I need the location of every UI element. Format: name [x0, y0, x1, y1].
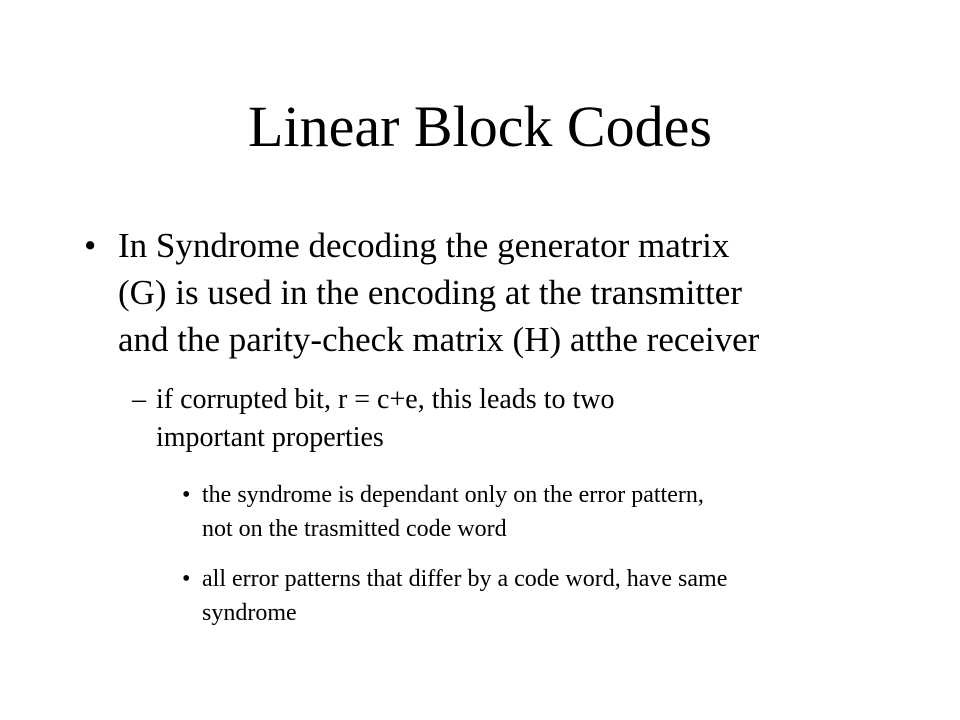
sub-sub-bullet-text-line: all error patterns that differ by a code word, have same: [202, 566, 728, 592]
bullet-text: [118, 222, 904, 363]
sub-bullet-text-line: important properties: [156, 422, 384, 453]
bullet-marker: •: [182, 482, 191, 508]
bullet-marker: •: [182, 566, 191, 592]
bullet-marker: •: [84, 226, 97, 265]
dash-marker: –: [132, 384, 146, 415]
sub-sub-bullet-text-line: syndrome: [202, 600, 297, 626]
sub-bullet-text-line: if corrupted bit, r = c+e, this leads to two: [156, 384, 615, 415]
sub-bullet-text: [156, 381, 832, 457]
sub-sub-bullet-item: [182, 562, 902, 630]
sub-sub-bullet-text-line: the syndrome is dependant only on the error pattern,: [202, 482, 704, 508]
sub-sub-bullet-text: [202, 478, 902, 546]
sub-sub-bullet-text: [202, 562, 902, 630]
bullet-item: [84, 222, 904, 363]
slide-title: Linear Block Codes: [248, 94, 712, 159]
bullet-text-line: In Syndrome decoding the generator matrix: [118, 226, 730, 265]
bullet-text-line: (G) is used in the encoding at the transmitter: [118, 273, 743, 312]
sub-sub-bullet-text-line: not on the trasmitted code word: [202, 516, 507, 542]
sub-sub-bullet-item: [182, 478, 902, 546]
sub-bullet-item: [132, 381, 832, 457]
bullet-text-line: and the parity-check matrix (H) atthe receiver: [118, 320, 760, 359]
